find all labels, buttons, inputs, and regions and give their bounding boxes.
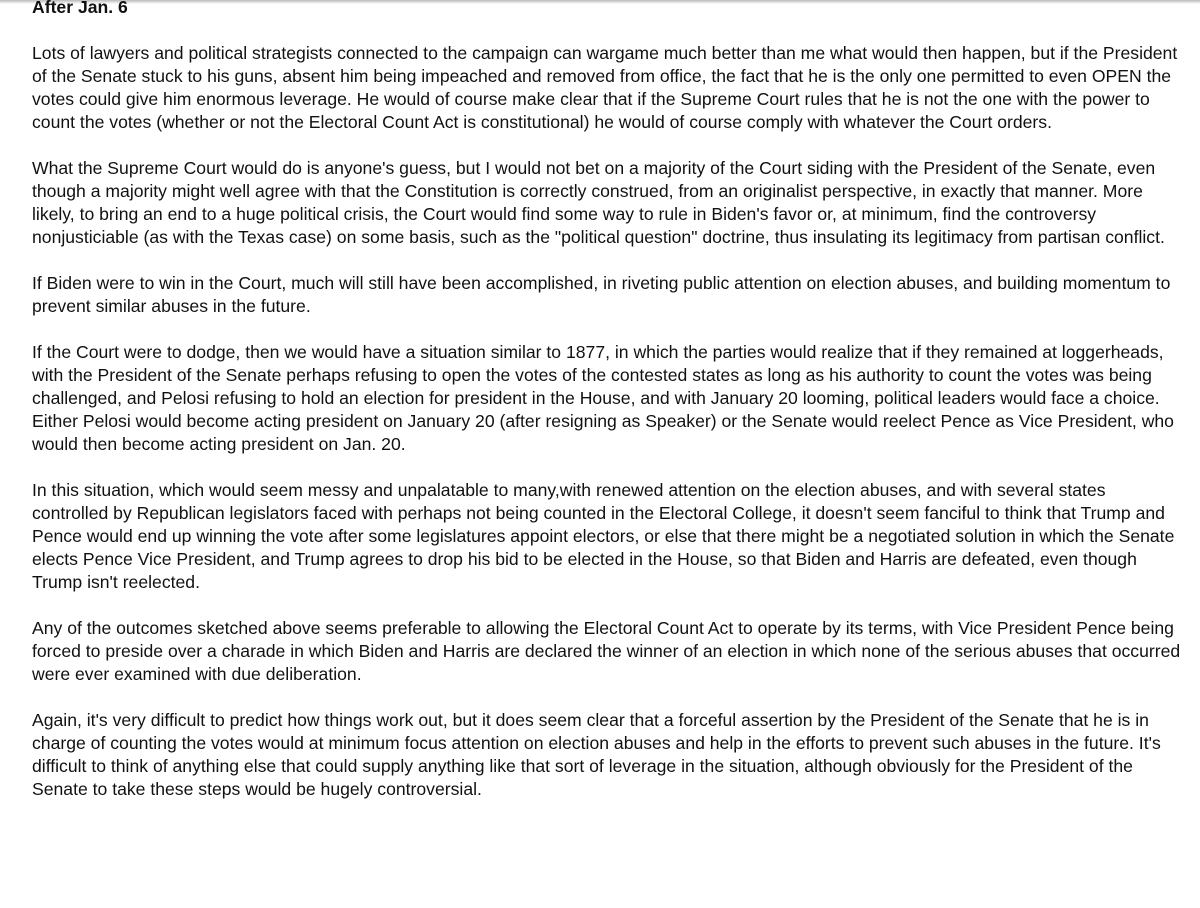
paragraph-7: Again, it's very difficult to predict how things work out, but it does seem clear that a forceful assertion by the President of the Senate that he is in charge of counting the votes would at minimum focus attention on election abuses and help in the efforts to prevent such abuses in the future. It's difficult to think of anything else that could supply anything like that sort of leverage in the situation, although obviously for the President of the Senate to take these steps would be hugely controversial.: [32, 710, 1161, 799]
paragraph-6: Any of the outcomes sketched above seems preferable to allowing the Electoral Count Act to operate by its terms, with Vice President Pence being forced to preside over a charade in which Biden and Harris are declared the winner of an election in which none of the serious abuses that occurred were ever examined with due deliberation.: [32, 618, 1181, 684]
paragraph-4: If the Court were to dodge, then we would have a situation similar to 1877, in which the parties would realize that if they remained at loggerheads, with the President of the Senate perhaps refusing to open the votes of the contested states as long as his authority to count the votes was being challenged, and Pelosi refusing to hold an election for president in the House, and with January 20 looming, political leaders would face a choice. Either Pelosi would become acting president on January 20 (after resigning as Speaker) or the Senate would reelect Pence as Vice President, who would then become acting president on Jan. 20.: [32, 342, 1174, 454]
paragraph-2: What the Supreme Court would do is anyone's guess, but I would not bet on a majority of the Court siding with the President of the Senate, even though a majority might well agree with that the Constitution is correctly construed, from an originalist perspective, in exactly that manner. More likely, to bring an end to a huge political crisis, the Court would find some way to rule in Biden's favor or, at minimum, find the controversy nonjusticiable (as with the Texas case) on some basis, such as the "political question" doctrine, thus insulating its legitimacy from partisan conflict.: [32, 158, 1165, 247]
paragraph-3: If Biden were to win in the Court, much will still have been accomplished, in riveting public attention on election abuses, and building momentum to prevent similar abuses in the future.: [32, 273, 1171, 316]
paragraph-5: In this situation, which would seem messy and unpalatable to many,with renewed attention on the election abuses, and with several states controlled by Republican legislators faced with perhaps not being counted in the Electoral College, it doesn't seem fanciful to think that Trump and Pence would end up winning the vote after some legislatures appoint electors, or else that there might be a negotiated solution in which the Senate elects Pence Vice President, and Trump agrees to drop his bid to be elected in the House, so that Biden and Harris are defeated, even though Trump isn't reelected.: [32, 480, 1175, 592]
document-body: [32, 0, 1182, 824]
paragraph-1: Lots of lawyers and political strategists connected to the campaign can wargame much better than me what would then happen, but if the President of the Senate stuck to his guns, absent him being impeached and removed from office, the fact that he is the only one permitted to even OPEN the votes could give him enormous leverage. He would of course make clear that if the Supreme Court rules that he is not the one with the power to count the votes (whether or not the Electoral Count Act is constitutional) he would of course comply with whatever the Court orders.: [32, 43, 1178, 132]
section-heading: After Jan. 6: [32, 0, 128, 17]
